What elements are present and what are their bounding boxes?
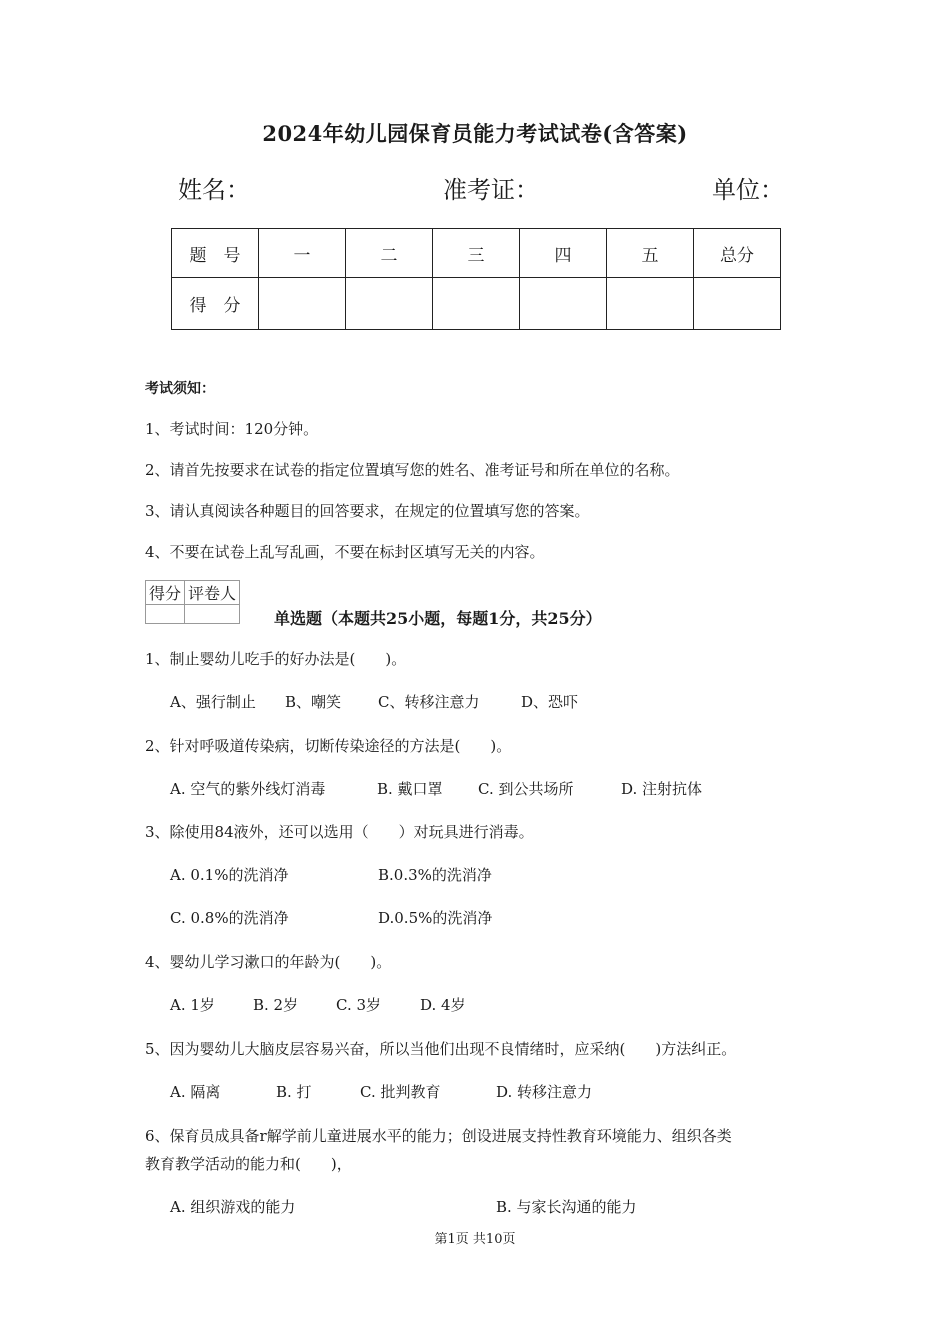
grader-name-label: 评卷人	[185, 581, 240, 605]
score-cell	[607, 278, 694, 330]
score-table-header-row	[172, 229, 781, 278]
question-option: D.0.5%的洗消净	[378, 909, 493, 927]
grader-score-cell	[146, 605, 185, 624]
question-option: A. 空气的紫外线灯消毒	[170, 780, 326, 798]
grader-box	[145, 580, 240, 624]
question-option: A、强行制止	[170, 693, 256, 711]
score-cell	[259, 278, 346, 330]
question-option: C. 3岁	[336, 996, 382, 1014]
score-cell	[346, 278, 433, 330]
question-stem: 3、除使用84液外，还可以选用（ ）对玩具进行消毒。	[145, 823, 534, 841]
question-option: A. 1岁	[170, 996, 215, 1014]
notice-item: 4、不要在试卷上乱写乱画，不要在标封区填写无关的内容。	[145, 543, 545, 561]
question-option: C. 批判教育	[360, 1083, 441, 1101]
question-option: B、嘲笑	[285, 693, 342, 711]
question-option: B. 与家长沟通的能力	[496, 1198, 637, 1216]
score-cell	[520, 278, 607, 330]
question-stem: 6、保育员成具备r解学前儿童进展水平的能力；创设进展支持性教育环境能力、组织各类	[145, 1127, 732, 1145]
grader-name-cell	[185, 605, 240, 624]
score-cell	[694, 278, 781, 330]
question-option: C. 到公共场所	[478, 780, 574, 798]
question-option: C、转移注意力	[378, 693, 480, 711]
question-option: D、恐吓	[521, 693, 579, 711]
score-table-header-cell: 题 号	[172, 229, 259, 278]
score-row-label: 得 分	[172, 278, 259, 330]
question-option: A. 0.1%的洗消净	[170, 866, 289, 884]
score-table-header-cell: 五	[607, 229, 694, 278]
score-table-header-cell: 总分	[694, 229, 781, 278]
question-stem-continued: 教育教学活动的能力和( )，	[145, 1155, 352, 1173]
question-option: D. 注射抗体	[621, 780, 703, 798]
notice-item: 1、考试时间：120分钟。	[145, 420, 319, 438]
exam-number-label: 准考证：	[443, 176, 539, 204]
unit-label: 单位：	[712, 176, 784, 204]
section-title: 单选题（本题共25小题，每题1分，共25分）	[274, 609, 602, 628]
name-label: 姓名：	[178, 176, 250, 204]
question-option: C. 0.8%的洗消净	[170, 909, 289, 927]
question-stem: 4、婴幼儿学习漱口的年龄为( )。	[145, 953, 392, 971]
question-option: B. 戴口罩	[377, 780, 443, 798]
question-option: B. 打	[276, 1083, 312, 1101]
score-table-header-cell: 二	[346, 229, 433, 278]
question-stem: 2、针对呼吸道传染病，切断传染途径的方法是( )。	[145, 737, 512, 755]
question-option: B.0.3%的洗消净	[378, 866, 492, 884]
notice-item: 3、请认真阅读各种题目的回答要求，在规定的位置填写您的答案。	[145, 502, 590, 520]
question-stem: 5、因为婴幼儿大脑皮层容易兴奋，所以当他们出现不良情绪时，应采纳( )方法纠正。	[145, 1040, 737, 1058]
score-cell	[433, 278, 520, 330]
page-footer: 第1页 共10页	[434, 1232, 516, 1247]
notice-heading: 考试须知：	[145, 381, 215, 397]
question-option: A. 隔离	[170, 1083, 221, 1101]
score-table-header-cell: 三	[433, 229, 520, 278]
question-option: D. 4岁	[420, 996, 466, 1014]
question-option: D. 转移注意力	[496, 1083, 593, 1101]
page-title: 2024年幼儿园保育员能力考试试卷(含答案)	[262, 121, 688, 146]
question-stem: 1、制止婴幼儿吃手的好办法是( )。	[145, 650, 407, 668]
notice-item: 2、请首先按要求在试卷的指定位置填写您的姓名、准考证号和所在单位的名称。	[145, 461, 680, 479]
question-option: A. 组织游戏的能力	[170, 1198, 296, 1216]
grader-score-label: 得分	[146, 581, 185, 605]
score-table-header-cell: 四	[520, 229, 607, 278]
question-option: B. 2岁	[253, 996, 299, 1014]
score-table-score-row	[172, 278, 781, 330]
score-table	[171, 228, 781, 330]
score-table-header-cell: 一	[259, 229, 346, 278]
